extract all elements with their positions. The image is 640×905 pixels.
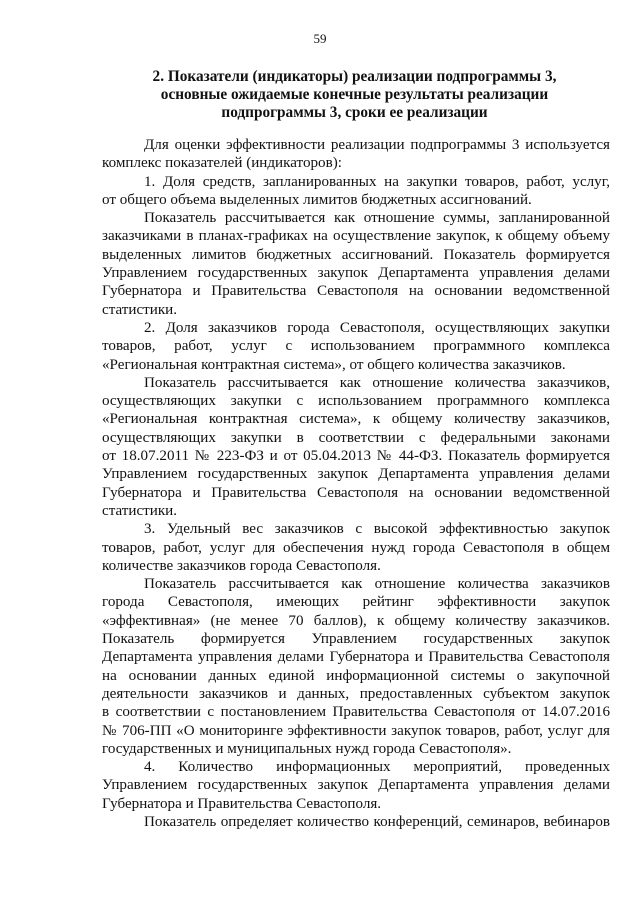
paragraph-line: осуществляющих закупки в соответствии с федеральными законами [102,429,610,446]
paragraph-line: 2. Доля заказчиков города Севастополя, осуществляющих закупки [144,319,610,336]
paragraph-line: 3. Удельный вес заказчиков с высокой эффективностью закупок [144,521,610,538]
paragraph-line: в соответствии с постановлением Правительства Севастополя от 14.07.2016 [102,704,610,721]
paragraph [102,575,610,758]
paragraph [102,136,610,173]
paragraph-line: товаров, работ, услуг для обеспечения нужд города Севастополя в общем [102,539,610,556]
paragraph-line: Для оценки эффективности реализации подпрограммы 3 используется [144,137,610,153]
paragraph-line: Департамента управления делами Губернатора и Правительства Севастополя [102,649,610,666]
paragraph-line: Показатель рассчитывается как отношение количества заказчиков, [144,374,610,391]
paragraph-line: осуществляющих закупки с использованием программного комплекса [102,393,610,410]
heading-line: основные ожидаемые конечные результаты реализации [160,86,549,103]
paragraph-line: 1. Доля средств, запланированных на закупки товаров, работ, услуг, [144,173,610,190]
paragraph-line: на основании данных единой информационной системы о закупочной [102,667,610,684]
paragraph-line: Управлением государственных закупок Департамента управления делами [102,466,610,483]
paragraph-line: Показатель рассчитывается как отношение суммы, запланированной [144,210,610,227]
paragraph-line: города Севастополя, имеющих рейтинг эффективности закупок [102,594,610,611]
paragraph-line: от 18.07.2011 № 223-ФЗ и от 05.04.2013 № 44-ФЗ. Показатель формируется [102,448,610,465]
paragraph-line: Управлением государственных закупок Департамента управления делами [102,777,610,794]
paragraph [102,374,610,520]
paragraph-line: статистики. [102,301,178,318]
heading-line: 2. Показатели (индикаторы) реализации подпрограммы 3, [152,68,557,85]
paragraph-line: заказчиками в планах-графиках на осуществление закупок, к общему объему [102,228,610,245]
paragraph-line: «эффективная» (не менее 70 баллов), к общему количеству заказчиков. [102,612,610,629]
page-number: 59 [313,31,327,46]
paragraph-line: комплекс показателей (индикаторов): [102,155,342,172]
paragraph-line: статистики. [102,502,178,519]
paragraph [102,758,610,813]
paragraph-line: № 706-ПП «О мониторинге эффективности закупок товаров, работ, услуг для [102,722,610,739]
paragraph-line: государственных и муниципальных нужд города Севастополя». [102,740,512,757]
paragraph [102,520,610,575]
paragraph [102,209,610,319]
paragraph-line: 4. Количество информационных мероприятий, проведенных [144,759,610,776]
paragraph-line: Губернатора и Правительства Севастополя. [102,795,382,812]
paragraph-line: Губернатора и Правительства Севастополя на основании ведомственной [102,283,610,300]
paragraph [102,813,610,831]
paragraph-line: количестве заказчиков города Севастополя. [102,557,381,574]
paragraph [102,173,610,210]
paragraph-line: «Региональная контрактная система», от общего количества заказчиков. [102,356,566,373]
section-heading [100,68,609,122]
heading-line: подпрограммы 3, сроки ее реализации [221,104,488,121]
document-body [102,136,610,831]
paragraph-line: Показатель определяет количество конференций, семинаров, вебинаров [144,813,610,830]
paragraph-line: от общего объема выделенных лимитов бюджетных ассигнований. [102,191,532,208]
paragraph-line: Управлением государственных закупок Департамента управления делами [102,265,610,282]
paragraph-line: Губернатора и Правительства Севастополя на основании ведомственной [102,484,610,501]
paragraph [102,319,610,374]
paragraph-line: товаров, работ, услуг с использованием программного комплекса [102,338,610,355]
paragraph-line: Показатель рассчитывается как отношение количества заказчиков [144,576,610,593]
paragraph-line: выделенных лимитов бюджетных ассигнований. Показатель формируется [102,246,610,263]
paragraph-line: «Региональная контрактная система», к общему количеству заказчиков, [102,411,610,428]
paragraph-line: деятельности заказчиков и данных, предоставленных субъектом закупок [102,685,610,702]
paragraph-line: Показатель формируется Управлением государственных закупок [102,631,610,648]
